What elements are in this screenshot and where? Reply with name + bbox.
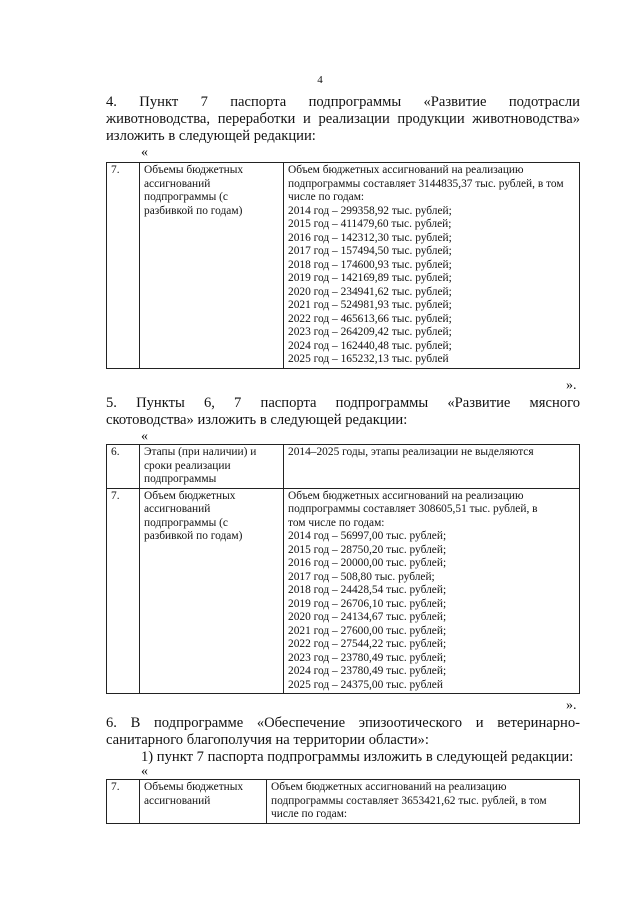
section6-open-quote: « [141,764,148,779]
row-name: Этапы (при наличии) и сроки реализации подпрограммы [140,445,284,489]
table-row [107,488,580,694]
table-row [107,163,580,369]
section4-line2: животноводства, переработки и реализации продукции животноводства» [106,111,580,127]
section5-line1: 5. Пункты 6, 7 паспорта подпрограммы «Развитие мясного [106,395,580,411]
section4-line1: 4. Пункт 7 паспорта подпрограммы «Развитие подотрасли [106,94,580,110]
section6-table [106,779,580,824]
section6-line3: 1) пункт 7 паспорта подпрограммы изложить в следующей редакции: [141,749,574,765]
table-row [107,780,580,824]
section4-close-quote: ». [566,378,577,393]
section4-table [106,162,580,369]
table-row [107,445,580,489]
row-number: 7. [107,163,140,369]
section6-line2: санитарного благополучия на территории области»: [106,732,429,748]
page-number: 4 [317,74,323,86]
row-number: 7. [107,488,140,694]
section5-open-quote: « [141,429,148,444]
row-value: Объем бюджетных ассигнований на реализацию подпрограммы составляет 3144835,37 тыс. рублей, в том числе по годам: 2014 год – 299358,92 тыс. рублей; 2015 год – 411479,60 тыс. рублей; 2016 год – 142312,30 тыс. рублей; 2017 год – 157494,50 тыс. рублей; 2018 год – 174600,93 тыс. рублей; 2019 год – 142169,89 тыс. рублей; 2020 год – 234941,62 тыс. рублей; 2021 год – 524981,93 тыс. рублей; 2022 год – 465613,66 тыс. рублей; 2023 год – 264209,42 тыс. рублей; 2024 год – 162440,48 тыс. рублей; 2025 год – 165232,13 тыс. рублей [284,163,580,369]
row-value: Объем бюджетных ассигнований на реализацию подпрограммы составляет 308605,51 тыс. рублей, в том числе по годам: 2014 год – 56997,00 тыс. рублей; 2015 год – 28750,20 тыс. рублей; 2016 год – 20000,00 тыс. рублей; 2017 год – 508,80 тыс. рублей; 2018 год – 24428,54 тыс. рублей; 2019 год – 26706,10 тыс. рублей; 2020 год – 24134,67 тыс. рублей; 2021 год – 27600,00 тыс. рублей; 2022 год – 27544,22 тыс. рублей; 2023 год – 23780,49 тыс. рублей; 2024 год – 23780,49 тыс. рублей; 2025 год – 24375,00 тыс. рублей [284,488,580,694]
row-name: Объем бюджетных ассигнований подпрограммы (с разбивкой по годам) [140,488,284,694]
section5-close-quote: ». [566,698,577,713]
row-name: Объемы бюджетных ассигнований подпрограммы (с разбивкой по годам) [140,163,284,369]
row-number: 7. [107,780,140,824]
row-value: Объем бюджетных ассигнований на реализацию подпрограммы составляет 3653421,62 тыс. рублей, в том числе по годам: [267,780,580,824]
section5-table [106,444,580,694]
row-name: Объемы бюджетных ассигнований [140,780,267,824]
section5-line2: скотоводства» изложить в следующей редакции: [106,412,408,428]
row-value: 2014–2025 годы, этапы реализации не выделяются [284,445,580,489]
section4-line3: изложить в следующей редакции: [106,128,316,144]
section6-line1: 6. В подпрограмме «Обеспечение эпизоотического и ветеринарно- [106,715,580,731]
row-number: 6. [107,445,140,489]
section4-open-quote: « [141,145,148,160]
